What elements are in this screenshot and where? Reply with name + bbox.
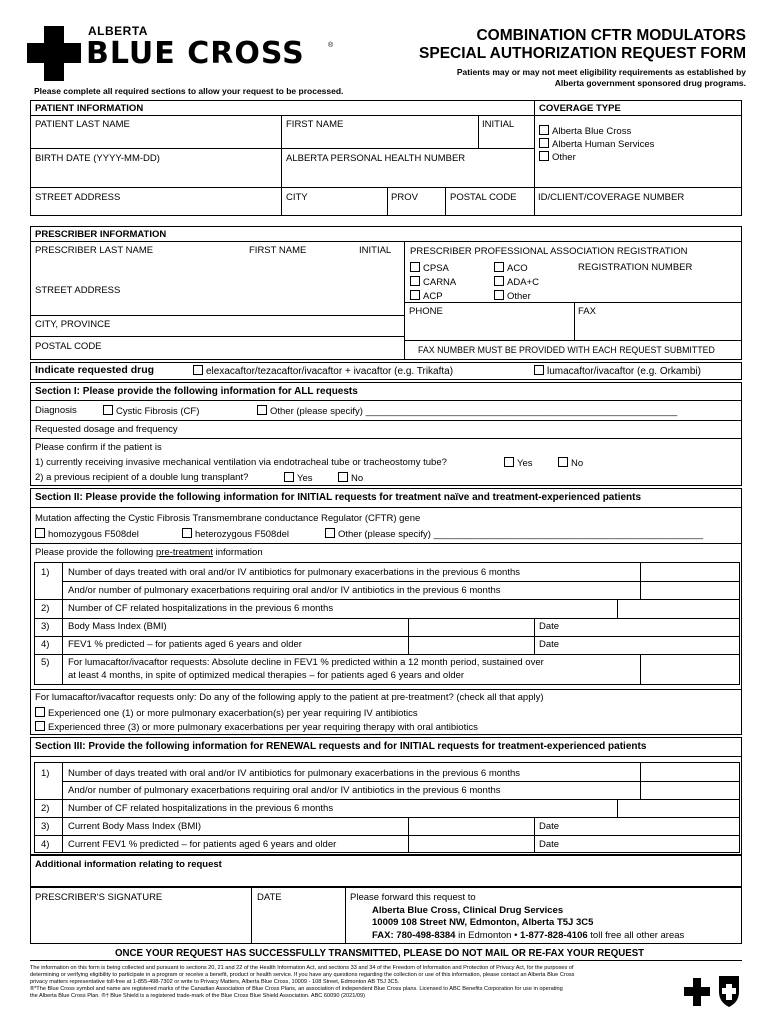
registration-number-label: REGISTRATION NUMBER [578,262,693,273]
pt-row1b-field[interactable] [642,583,738,598]
dosage-field[interactable] [200,422,740,436]
coverage-id-label: ID/CLIENT/COVERAGE NUMBER [538,192,685,203]
signature-label: PRESCRIBER'S SIGNATURE [35,892,163,903]
eligibility-line2: Alberta government sponsored drug programs. [554,78,746,88]
birth-date-label: BIRTH DATE (YYYY-MM-DD) [35,153,160,164]
patient-initial-label: INITIAL [482,119,515,130]
forward-label: Please forward this request to [350,892,476,903]
diagnosis-other-checkbox[interactable] [257,405,267,415]
pt-row1b-label: And/or number of pulmonary exacerbations requiring oral and/or IV antibiotics in the previous 6 months [68,585,501,596]
mutation-other-checkbox[interactable] [325,528,335,538]
registration-number-field[interactable] [578,274,738,300]
assoc-cpsa[interactable]: CPSA [410,262,449,274]
patient-city-label: CITY [286,192,308,203]
ventilation-question: 1) currently receiving invasive mechanical ventilation via endotracheal tube or tracheostomy tube? [35,457,447,468]
pt-row5-label-a: For lumacaftor/ivacaftor requests: Absolute decline in FEV1 % predicted within a 12 month period, sustained over [68,657,544,668]
final-notice: ONCE YOUR REQUEST HAS SUCCESSFULLY TRANSMITTED, PLEASE DO NOT MAIL OR RE-FAX YOUR REQUEST [115,948,645,959]
prescriber-info-heading: PRESCRIBER INFORMATION [35,229,167,240]
forward-org: Alberta Blue Cross, Clinical Drug Services [372,905,564,916]
fax-field[interactable] [576,318,740,339]
additional-info-field[interactable] [32,870,740,886]
rn-row4-num: 4) [41,839,50,850]
pt-row1-field[interactable] [642,564,738,580]
pt-row2-num: 2) [41,603,50,614]
pt-row3-num: 3) [41,621,50,632]
homozygous-checkbox[interactable] [35,528,45,538]
luma-option-oral[interactable]: Experienced three (3) or more pulmonary exacerbations per year requiring therapy with oral antibiotics [35,721,478,733]
pt-row4-label: FEV1 % predicted – for patients aged 6 years and older [68,639,302,650]
pt-row1-num: 1) [41,567,50,578]
patient-first-name-field[interactable] [283,131,476,147]
patient-initial-field[interactable] [480,131,532,147]
mutation-hetero[interactable]: heterozygous F508del [182,528,289,540]
aco-checkbox[interactable] [494,262,504,272]
pt-row3-label: Body Mass Index (BMI) [68,621,167,632]
rn-bmi-field[interactable] [410,819,532,834]
pt-bmi-field[interactable] [410,620,532,635]
coverage-option-abc[interactable]: Alberta Blue Cross [539,125,631,137]
transplant-yes[interactable]: Yes [284,472,313,484]
patient-last-name-field[interactable] [32,131,279,147]
dosage-label: Requested dosage and frequency [35,424,178,435]
prescriber-last-name-field[interactable] [32,257,242,281]
transplant-no[interactable]: No [338,472,363,484]
rn-row2-num: 2) [41,803,50,814]
rn-row1-num: 1) [41,768,50,779]
cf-checkbox[interactable] [103,405,113,415]
pt-bmi-date-label: Date [539,621,560,632]
signature-field[interactable] [32,904,249,942]
eligibility-line1: Patients may or may not meet eligibility requirements as established by [456,67,746,77]
prescriber-last-name-label: PRESCRIBER LAST NAME [35,245,154,256]
coverage-ahs-checkbox[interactable] [539,138,549,148]
rn-bmi-date-label: Date [539,821,560,832]
drug-label: Indicate requested drug [35,364,155,376]
patient-last-name-label: PATIENT LAST NAME [35,119,130,130]
phone-label: PHONE [409,306,443,317]
ventilation-no-checkbox[interactable] [558,457,568,467]
mutation-other[interactable]: Other (please specify) ___________________________________________________ [325,528,703,540]
patient-prov-label: PROV [391,192,418,203]
ventilation-yes-checkbox[interactable] [504,457,514,467]
prescriber-postal-label: POSTAL CODE [35,341,102,352]
phn-field[interactable] [283,165,532,186]
rn-row3-num: 3) [41,821,50,832]
mutation-homo[interactable]: homozygous F508del [35,528,139,540]
transplant-yes-checkbox[interactable] [284,472,294,482]
fax-label: FAX [578,306,596,317]
rn-row3-label: Current Body Mass Index (BMI) [68,821,202,832]
transplant-question: 2) a previous recipient of a double lung transplant? [35,472,249,483]
footer-shield-icon [718,974,740,1008]
patient-first-name-label: FIRST NAME [286,119,344,130]
adac-checkbox[interactable] [494,276,504,286]
assoc-adac[interactable]: ADA+C [494,276,539,288]
assoc-other[interactable]: Other [494,290,531,302]
coverage-id-field[interactable] [536,203,740,215]
fax-note: FAX NUMBER MUST BE PROVIDED WITH EACH REQUEST SUBMITTED [418,345,715,355]
drug-option-trikafta[interactable]: elexacaftor/tezacaftor/ivacaftor + ivacaftor (e.g. Trikafta) [193,365,453,377]
coverage-type-heading: COVERAGE TYPE [539,103,621,114]
diagnosis-label: Diagnosis [35,405,77,416]
pt-row5-label-b: at least 4 months, in spite of optimized medical therapies – for patients aged 6 years and older [68,670,465,681]
rn-fev1-field[interactable] [410,837,532,852]
privacy-notice: The information on this form is being collected and pursuant to sections 20, 21 and 22 of the Health Information Act, and sections 33 and 34 of the Freedom of Information and Protection of Privacy Act, for the purposes of determining or verifying eligibility to participate in a program or receive a benefit, product or health service. If you have any questions regarding the collection or use of this information, please contact an Alberta Blue Cross privacy matters representative toll-free at 1-855-498-7302 or write to Privacy Matters, Alberta Blue Cross, 10009 - 108 Street, Edmonton AB T5J 3C5. ®*The Blue Cross symbol and name are registered marks of the Canadian Association of Blue Cross Plans, an association of independent Blue Cross plans. Licensed to ABC Benefits Corporation for use in operating the Alberta Blue Cross Plan. ®† Blue Shield is a registered trade-mark of the Blue Cross Blue Shield Association. ABC 60090 (2021/09) [30,965,575,999]
pt-row2-field[interactable] [619,601,738,617]
pt-bmi-date-field[interactable] [565,620,738,635]
signature-date-field[interactable] [253,904,343,942]
brand-registered-mark: ® [328,42,334,49]
brand-small-text: ALBERTA [88,24,148,38]
luma-option-iv[interactable]: Experienced one (1) or more pulmonary exacerbation(s) per year requiring IV antibiotics [35,707,418,719]
cross-symbol-bar [27,43,81,63]
transplant-no-checkbox[interactable] [338,472,348,482]
brand-big-text: BLUE CROSS [86,36,305,71]
birth-date-field[interactable] [32,165,279,186]
pt-row1-label: Number of days treated with oral and/or IV antibiotics for pulmonary exacerbations in the previous 6 months [68,567,521,578]
confirm-label: Please confirm if the patient is [35,442,162,453]
rn-row1b-label: And/or number of pulmonary exacerbations requiring oral and/or IV antibiotics in the previous 6 months [68,785,501,796]
luma-oral-checkbox[interactable] [35,721,45,731]
prescriber-initial-field[interactable] [357,257,402,281]
carna-checkbox[interactable] [410,276,420,286]
pretreatment-label: Please provide the following pre-treatment information [35,547,263,558]
pt-row4-num: 4) [41,639,50,650]
section3-heading: Section III: Provide the following information for RENEWAL requests and for INITIAL requests for treatment-experienced patients [35,741,647,752]
coverage-abc-checkbox[interactable] [539,125,549,135]
coverage-other-checkbox[interactable] [539,151,549,161]
patient-prov-field[interactable] [389,203,443,215]
assoc-aco[interactable]: ACO [494,262,528,274]
mutation-label: Mutation affecting the Cystic Fibrosis Transmembrane conductance Regulator (CFTR) gene [35,513,421,524]
phn-label: ALBERTA PERSONAL HEALTH NUMBER [286,153,466,164]
signature-date-label: DATE [257,892,282,903]
pt-fev1-field[interactable] [410,638,532,653]
forward-fax: FAX: 780-498-8384 in Edmonton • 1-877-828-4106 toll free all other areas [372,930,685,941]
rn-fev1-date-field[interactable] [565,837,738,852]
rn-row2-label: Number of CF related hospitalizations in the previous 6 months [68,803,334,814]
rn-row2-field[interactable] [619,801,738,816]
rn-fev1-date-label: Date [539,839,560,850]
pt-row5-field[interactable] [642,656,738,684]
drug-option-orkambi[interactable]: lumacaftor/ivacaftor (e.g. Orkambi) [534,365,701,377]
patient-postal-label: POSTAL CODE [450,192,517,203]
patient-street-field[interactable] [32,203,279,215]
diagnosis-other[interactable]: Other (please specify) ___________________________________________________________ [257,405,677,417]
acp-checkbox[interactable] [410,290,420,300]
rn-row1-field[interactable] [642,764,738,780]
phone-field[interactable] [406,318,572,339]
pt-row5-num: 5) [41,657,50,668]
prescriber-street-field[interactable] [32,297,402,314]
form-title-line2: SPECIAL AUTHORIZATION REQUEST FORM [419,45,746,62]
rn-row1b-field[interactable] [642,783,738,798]
patient-street-label: STREET ADDRESS [35,192,121,203]
ventilation-yes[interactable]: Yes [504,457,533,469]
luma-iv-checkbox[interactable] [35,707,45,717]
assoc-acp[interactable]: ACP [410,290,443,302]
patient-postal-field[interactable] [447,203,532,215]
ventilation-no[interactable]: No [558,457,583,469]
additional-info-label: Additional information relating to request [35,859,222,870]
pt-row2-label: Number of CF related hospitalizations in the previous 6 months [68,603,334,614]
orkambi-checkbox[interactable] [534,365,544,375]
pt-fev1-date-field[interactable] [565,638,738,653]
patient-city-field[interactable] [283,203,385,215]
prescriber-first-name-label: FIRST NAME [249,245,307,256]
form-title-line1: COMBINATION CFTR MODULATORS [476,27,746,44]
forward-address: 10009 108 Street NW, Edmonton, Alberta T5J 3C5 [372,917,594,928]
pt-fev1-date-label: Date [539,639,560,650]
rn-bmi-date-field[interactable] [565,819,738,834]
coverage-option-other[interactable]: Other [539,151,576,163]
heterozygous-checkbox[interactable] [182,528,192,538]
rn-row4-label: Current FEV1 % predicted – for patients aged 6 years and older [68,839,337,850]
section2-heading: Section II: Please provide the following information for INITIAL requests for treatment naïve and treatment-experienced patients [35,492,642,503]
assoc-other-checkbox[interactable] [494,290,504,300]
rn-row1-label: Number of days treated with oral and/or IV antibiotics for pulmonary exacerbations in the previous 6 months [68,768,521,779]
prescriber-initial-label: INITIAL [359,245,392,256]
coverage-option-ahs[interactable]: Alberta Human Services [539,138,654,150]
assoc-carna[interactable]: CARNA [410,276,456,288]
section1-heading: Section I: Please provide the following information for ALL requests [35,386,358,397]
diagnosis-cf[interactable]: Cystic Fibrosis (CF) [103,405,199,417]
instructions-text: Please complete all required sections to allow your request to be processed. [34,86,344,96]
prescriber-city-label: CITY, PROVINCE [35,319,111,330]
assoc-registration-heading: PRESCRIBER PROFESSIONAL ASSOCIATION REGISTRATION [410,246,688,257]
cpsa-checkbox[interactable] [410,262,420,272]
patient-info-heading: PATIENT INFORMATION [35,103,144,114]
trikafta-checkbox[interactable] [193,365,203,375]
prescriber-first-name-field[interactable] [247,257,352,281]
prescriber-street-label: STREET ADDRESS [35,285,121,296]
luma-question: For lumacaftor/ivacaftor requests only: Do any of the following apply to the patient at pre-treatment? (check all that apply) [35,692,544,703]
